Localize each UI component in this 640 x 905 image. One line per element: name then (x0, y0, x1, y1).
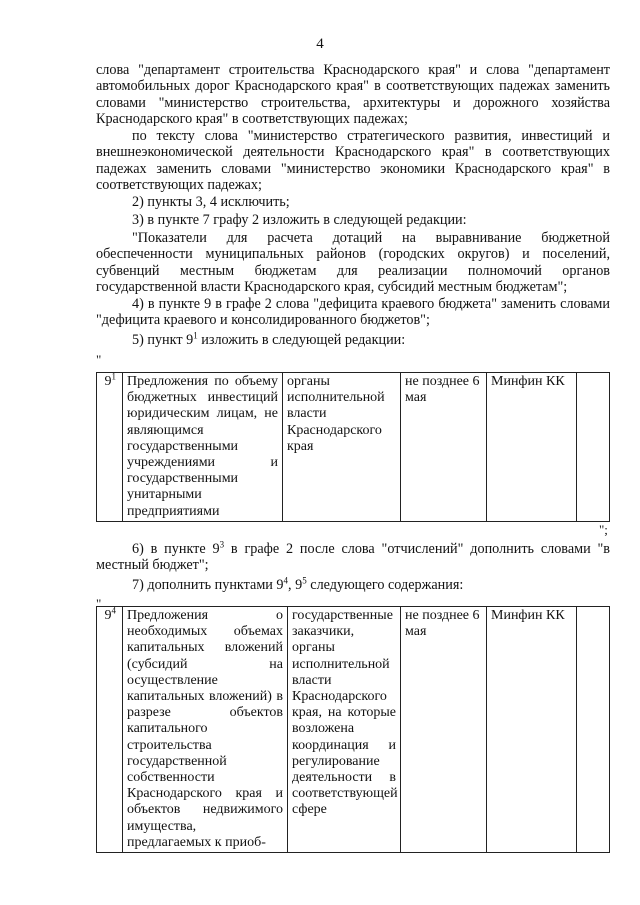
item-responsible: органы исполнительной власти Краснодарского края (283, 373, 401, 522)
table-item-9-4 (96, 606, 610, 853)
item-responsible: государственные заказчики, органы исполнительной власти Краснодарского края, на которые возложена координация и регулирование деятельности в соответствующей сфере (288, 607, 401, 853)
quoted-indicators: "Показатели для расчета дотаций на выравнивание бюджетной обеспеченности муниципальных районов (городских округов) и поселений, субвенций местным бюджетам для реализации полномочий органов государственной власти Краснодарского края, субсидий местным бюджетам"; (96, 230, 610, 296)
item-deadline: не позднее 6 мая (401, 607, 487, 853)
item-number: $9^4$ (97, 607, 123, 853)
item-number: $9^1$ (97, 373, 123, 522)
item-4: 4) в пункте 9 в графе 2 слова "дефицита краевого бюджета" заменить словами "дефицита краевого и консолидированного бюджетов"; (96, 296, 610, 329)
paragraph-ministry-replace: по тексту слова "министерство стратегического развития, инвестиций и внешнеэкономической деятельности Краснодарского края" в соответствующих падежах заменить словами "министерство экономики Краснодарского края" в соответствующих падежах; (96, 128, 610, 194)
item-recipient: Минфин КК (487, 373, 577, 522)
item-empty (577, 373, 610, 522)
item-6: 6) в пункте $9^3$ в графе 2 после слова "отчислений" дополнить словами "в местный бюджет"; (96, 539, 611, 574)
item-deadline: не позднее 6 мая (401, 373, 487, 522)
item-7: 7) дополнить пунктами $9^4$, $9^5$ следующего содержания: (132, 575, 464, 593)
table-item-9-1 (96, 372, 610, 522)
closing-quote-1: "; (599, 522, 608, 537)
table-row (97, 373, 610, 522)
opening-quote-1: " (96, 352, 102, 367)
item-5: 5) пункт $9^1$ изложить в следующей редакции: (132, 330, 406, 348)
item-recipient: Минфин КК (487, 607, 577, 853)
item-description: Предложения о необходимых объемах капитальных вложений (субсидий на осуществление капитальных вложений) в разрезе объектов капитального строительства государственной собственности Краснодарского края и объектов недвижимого имущества, предлагаемых к приоб- (123, 607, 288, 853)
item-2: 2) пункты 3, 4 исключить; (132, 194, 290, 210)
page-number: 4 (316, 36, 324, 52)
item-3: 3) в пункте 7 графу 2 изложить в следующей редакции: (132, 212, 467, 228)
opening-quote-2: " (96, 596, 102, 611)
table-row (97, 607, 610, 853)
item-description: Предложения по объему бюджетных инвестиций юридическим лицам, не являющимся государственными учреждениями и государственными унитарными предприятиями (123, 373, 283, 522)
item-empty (577, 607, 610, 853)
paragraph-department-replace: слова "департамент строительства Краснодарского края" и слова "департамент автомобильных дорог Краснодарского края" в соответствующих падежах заменить словами "министерство строительства, архитектуры и дорожного хозяйства Краснодарского края" в соответствующих падежах; (96, 62, 610, 128)
